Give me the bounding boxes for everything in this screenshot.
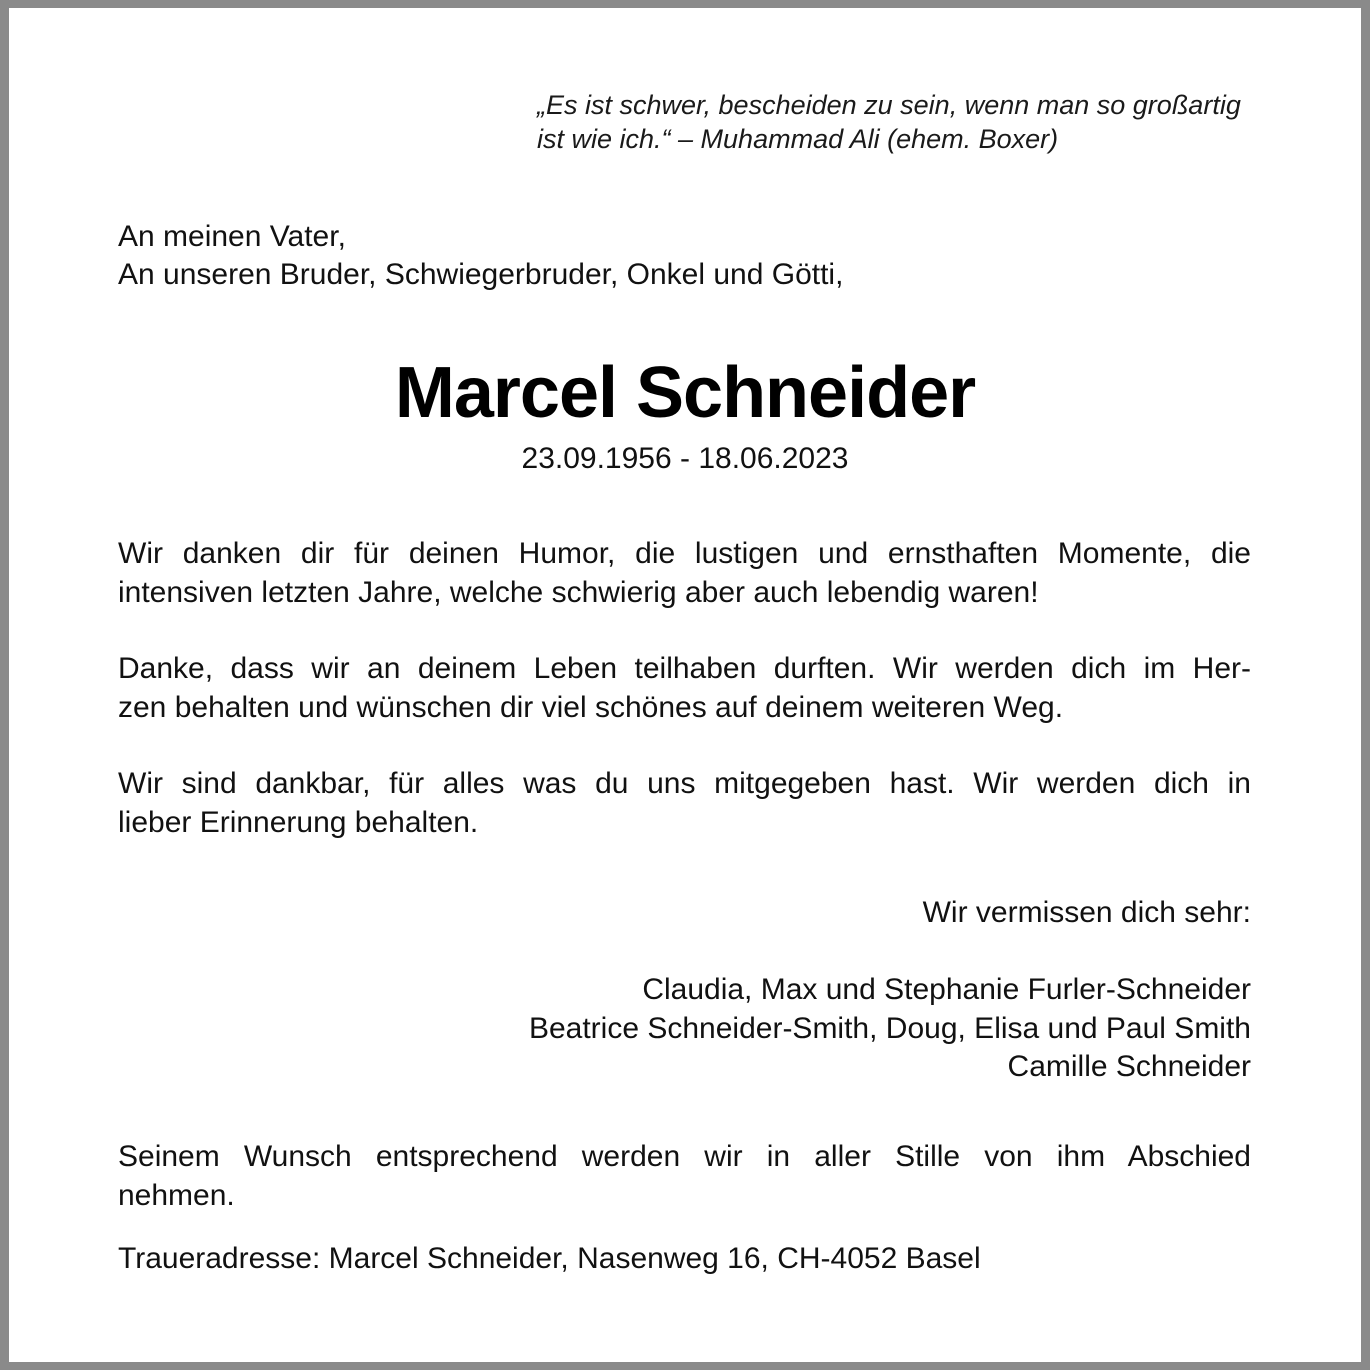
mourning-address: Traueradresse: Marcel Schneider, Nasenweg 16, CH-4052 Basel: [118, 1242, 981, 1275]
paragraph-line: zen behalten und wünschen dir viel schönes auf deinem weiteren Weg.: [118, 691, 1064, 724]
epigraph-quote: [537, 88, 1257, 156]
closing-line: Wir vermissen dich sehr:: [922, 896, 1251, 929]
paragraph-memory: [118, 764, 1251, 842]
signers-list: [529, 971, 1251, 1087]
paragraph-line: Danke, dass wir an deinem Leben teilhaben durften. Wir werden dich im Her-: [118, 652, 1251, 685]
paragraph-line: Wir danken dir für deinen Humor, die lustigen und ernsthaften Momente, die: [118, 537, 1251, 570]
paragraph-thanks: [118, 534, 1251, 612]
paragraph-gratitude: [118, 649, 1251, 727]
salutation: [118, 218, 843, 294]
paragraph-line: Seinem Wunsch entsprechend werden wir in aller Stille von ihm Abschied: [118, 1140, 1251, 1173]
quote-line-2: ist wie ich.“ – Muhammad Ali (ehem. Boxer): [537, 124, 1059, 154]
paragraph-line: lieber Erinnerung behalten.: [118, 806, 479, 839]
salutation-line-1: An meinen Vater,: [118, 220, 346, 253]
paragraph-line: Wir sind dankbar, für alles was du uns mitgegeben hast. Wir werden dich in: [118, 767, 1251, 800]
paragraph-farewell: [118, 1137, 1251, 1215]
signer: Beatrice Schneider-Smith, Doug, Elisa und Paul Smith: [528, 1011, 1251, 1045]
quote-line-1: „Es ist schwer, bescheiden zu sein, wenn man so großartig: [537, 90, 1241, 120]
signer: Camille Schneider: [1007, 1050, 1251, 1083]
salutation-line-2: An unseren Bruder, Schwiegerbruder, Onkel und Götti,: [118, 258, 844, 291]
deceased-name: Marcel Schneider: [394, 353, 976, 433]
paragraph-line: nehmen.: [118, 1179, 235, 1212]
life-dates: 23.09.1956 - 18.06.2023: [521, 442, 849, 475]
signer: Claudia, Max und Stephanie Furler-Schneider: [642, 973, 1251, 1006]
paragraph-line: intensiven letzten Jahre, welche schwierig aber auch lebendig waren!: [118, 576, 1039, 609]
